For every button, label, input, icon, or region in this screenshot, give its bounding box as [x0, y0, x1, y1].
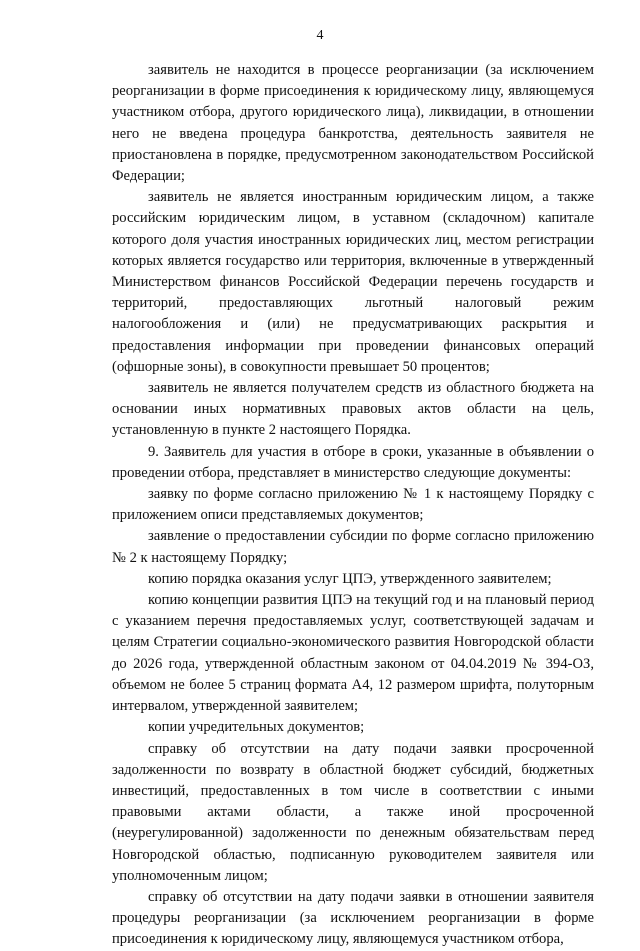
list-item-service-procedure: копию порядка оказания услуг ЦПЭ, утвержденного заявителем; [148, 570, 552, 587]
paragraph-budget-recipient: заявитель не является получателем средств из областного бюджета на основании иных нормативных правовых актов области на цель, установленную в пункте 2 настоящего Порядка. [112, 380, 594, 439]
list-item-debt-certificate: справку об отсутствии на дату подачи заявки просроченной задолженности по возврату в областной бюджет субсидий, бюджетных инвестиций, предоставленных в том числе в соответствии с иными правовыми актами области, а также иной просроченной (неурегулированной) задолженности по денежным обязательствам перед Новгородской областью, подписанную руководителем заявителя или уполномоченным лицом; [112, 740, 594, 884]
document-body [112, 60, 594, 951]
paragraph-foreign-entity: заявитель не является иностранным юридическим лицом, а также российским юридическим лицом, в уставном (складочном) капитале которого доля участия иностранных юридических лиц, местом регистрации которых является государство или территория, включенные в утвержденный Министерством финансов Российской Федерации перечень государств и территорий, предоставляющих льготный налоговый режим налогообложения и (или) не предусматривающих раскрытия и предоставления информации при проведении финансовых операций (офшорные зоны), в совокупности превышает 50 процентов; [112, 189, 594, 375]
paragraph-clause-9: 9. Заявитель для участия в отборе в сроки, указанные в объявлении о проведении отбора, представляет в министерство следующие документы: [112, 443, 594, 481]
list-item-subsidy-statement: заявление о предоставлении субсидии по форме согласно приложению № 2 к настоящему Порядку; [112, 528, 594, 566]
list-item-constituent-documents: копии учредительных документов; [148, 719, 365, 736]
list-item-reorganization-certificate: справку об отсутствии на дату подачи заявки в отношении заявителя процедуры реорганизации (за исключением реорганизации в форме присоединения к юридическому лицу, являющемуся участником отбора, [112, 888, 594, 948]
paragraph-reorganization-status: заявитель не находится в процессе реорганизации (за исключением реорганизации в форме присоединения к юридическому лицу, являющемуся участником отбора, другого юридического лица), ликвидации, в отношении него не введена процедура банкротства, деятельность заявителя не приостановлена в порядке, предусмотренном законодательством Российской Федерации; [112, 62, 594, 185]
page-number: 4 [316, 28, 324, 43]
list-item-application: заявку по форме согласно приложению № 1 к настоящему Порядку с приложением описи представляемых документов; [112, 486, 594, 524]
list-item-development-concept: копию концепции развития ЦПЭ на текущий год и на плановый период с указанием перечня предоставляемых услуг, соответствующей задачам и целям Стратегии социально-экономического развития Новгородской области до 2026 года, утвержденной областным законом от 04.04.2019 № 394-ОЗ, объемом не более 5 страниц формата А4, 12 размером шрифта, полуторным интервалом, утвержденной заявителем; [112, 592, 594, 715]
